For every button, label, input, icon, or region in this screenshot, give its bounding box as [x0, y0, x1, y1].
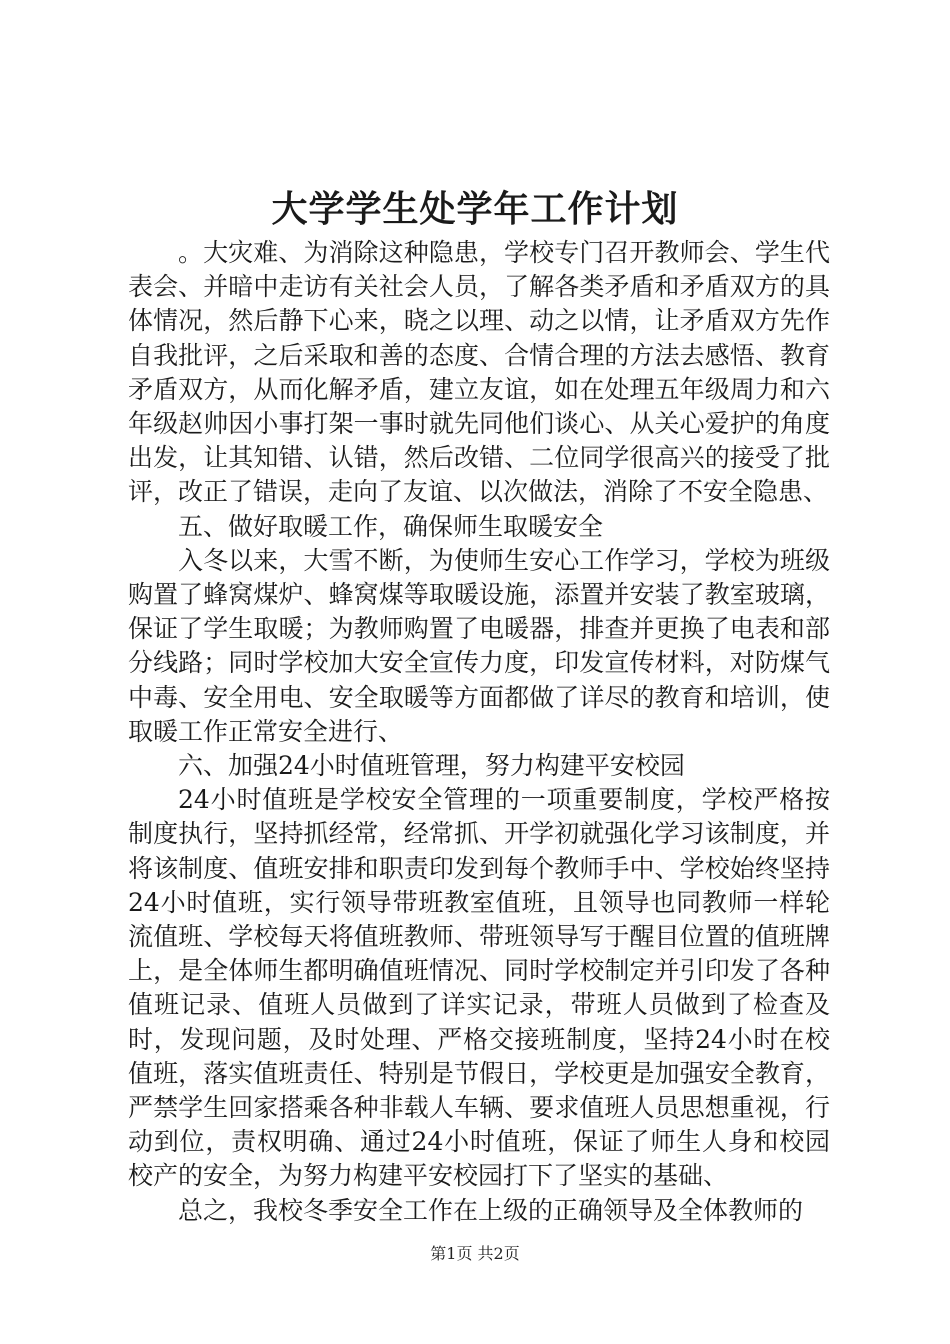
paragraph-4: 总之，我校冬季安全工作在上级的正确领导及全体教师的 [178, 1195, 804, 1225]
section-heading-6: 六、加强24小时值班管理，努力构建平安校园 [178, 751, 685, 781]
section-heading-5: 五、做好取暖工作，确保师生取暖安全 [178, 511, 604, 541]
paragraph-2: 入冬以来，大雪不断，为使师生安心工作学习，学校为班级购置了蜂窝煤炉、蜂窝煤等取暖设施，添置并安装了教室玻璃，保证了学生取暖；为教师购置了电暖器，排查并更换了电表和部分线路；同时学校加大安全宣传力度，印发宣传材料，对防煤气中毒、安全用电、安全取暖等方面都做了详尽的教育和培训，使取暖工作正常安全进行、 [128, 545, 830, 746]
document-body [128, 236, 830, 1228]
paragraph-1: 。大灾难、为消除这种隐患，学校专门召开教师会、学生代表会、并暗中走访有关社会人员，了解各类矛盾和矛盾双方的具体情况，然后静下心来，晓之以理、动之以情，让矛盾双方先作自我批评，之后采取和善的态度、合情合理的方法去感悟、教育矛盾双方，从而化解矛盾，建立友谊，如在处理五年级周力和六年级赵帅因小事打架一事时就先同他们谈心、从关心爱护的角度出发，让其知错、认错，然后改错、二位同学很高兴的接受了批评，改正了错误，走向了友谊、以次做法，消除了不安全隐患、 [128, 238, 830, 507]
document-title: 大学学生处学年工作计划 [271, 188, 679, 230]
page-number-footer: 第1页 共2页 [430, 1244, 520, 1263]
paragraph-3: 24小时值班是学校安全管理的一项重要制度，学校严格按制度执行，坚持抓经常，经常抓、开学初就强化学习该制度，并将该制度、值班安排和职责印发到每个教师手中、学校始终坚持24小时值班，实行领导带班教室值班，且领导也同教师一样轮流值班、学校每天将值班教师、带班领导写于醒目位置的值班牌上，是全体师生都明确值班情况、同时学校制定并引印发了各种值班记录、值班人员做到了详实记录，带班人员做到了检查及时，发现问题，及时处理、严格交接班制度，坚持24小时在校值班，落实值班责任、特别是节假日，学校更是加强安全教育，严禁学生回家搭乘各种非载人车辆、要求值班人员思想重视，行动到位，责权明确、通过24小时值班，保证了师生人身和校园校产的安全，为努力构建平安校园打下了坚实的基础、 [128, 785, 830, 1191]
